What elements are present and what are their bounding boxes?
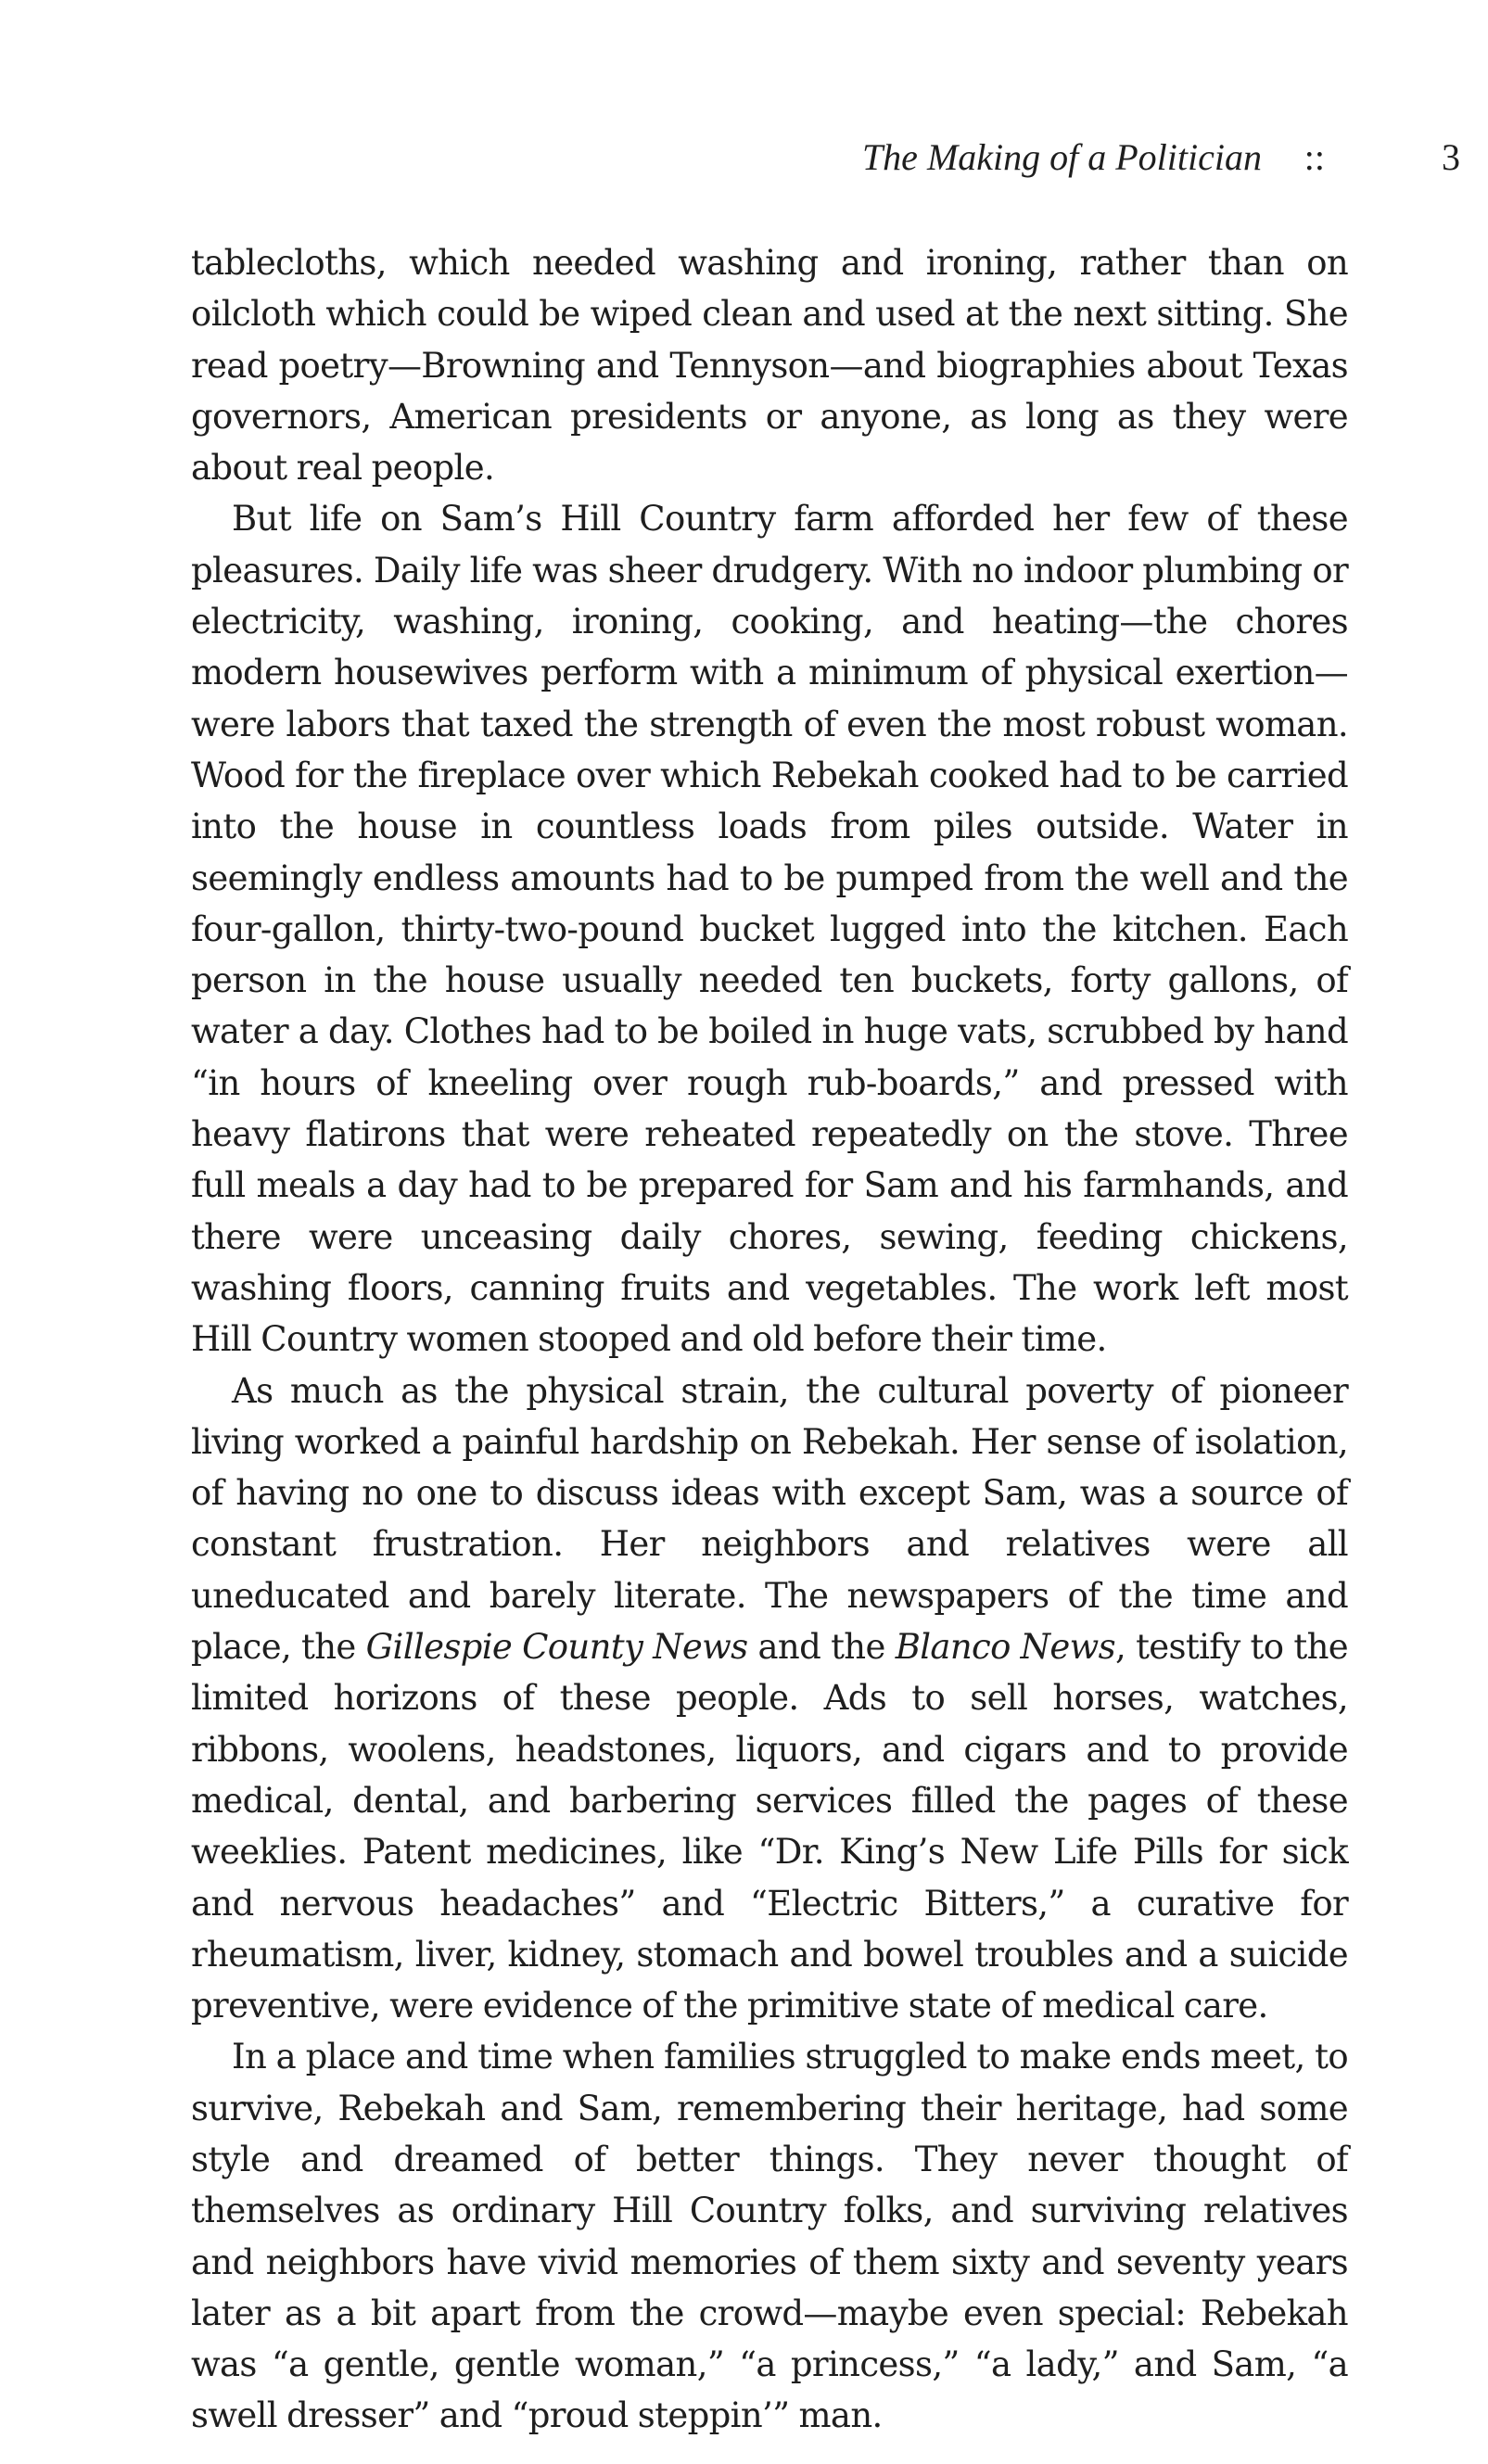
- paragraph-text-segment: , testify to the limited horizons of these people. Ads to sell horses, watches, ribbons, woolens, headstones, liquors, and cigars and to provide medical, dental, and barbering services filled the pages of these weeklies. Patent medicines, like “Dr. King’s New Life Pills for sick and nervous headaches” and “Electric Bitters,” a curative for rheumatism, liver, kidney, stomach and bowel troubles and a suicide preventive, were evidence of the primitive state of medical care.: [191, 1627, 1349, 2026]
- paragraph-text-segment: As much as the physical strain, the cultural poverty of pioneer living worked a painful hardship on Rebekah. Her sense of isolation, of having no one to discuss ideas with except Sam, was a source of constant frustration. Her neighbors and relatives were all uneducated and barely literate. The newspapers of the time and place, the: [191, 1370, 1348, 1668]
- newspaper-title-blanco: Blanco News: [895, 1627, 1116, 1668]
- page-number: 3: [1442, 136, 1460, 178]
- newspaper-title-gillespie: Gillespie County News: [365, 1627, 748, 1668]
- running-head: [190, 130, 1460, 185]
- paragraph-farm-drudgery: But life on Sam’s Hill Country farm afforded her few of these pleasures. Daily life was sheer drudgery. With no indoor plumbing or electricity, washing, ironing, cooking, and heating—the chores modern housewives perform with a minimum of physical exertion—were labors that taxed the strength of even the most robust woman. Wood for the fireplace over which Rebekah cooked had to be carried into the house in countless loads from piles outside. Water in seemingly endless amounts had to be pumped from the well and the four-gallon, thirty-two-pound bucket lugged into the kitchen. Each person in the house usually needed ten buckets, forty gallons, of water a day. Clothes had to be boiled in huge vats, scrubbed by hand “in hours of kneeling over rough rub-boards,” and pressed with heavy flatirons that were reheated repeatedly on the stove. Three full meals a day had to be prepared for Sam and his farmhands, and there were unceasing daily chores, sewing, feeding chickens, washing floors, canning fruits and vegetables. The work left most Hill Country women stooped and old before their time.: [191, 499, 1348, 1360]
- paragraph-continued: tablecloths, which needed washing and ironing, rather than on oilcloth which could be wiped clean and used at the next sitting. She read poetry—Browning and Tennyson—and biographies about Texas governors, American presidents or anyone, as long as they were about real people.: [191, 243, 1348, 489]
- paragraph-style-and-dreams: In a place and time when families struggled to make ends meet, to survive, Rebekah and Sam, remembering their heritage, had some style and dreamed of better things. They never thought of themselves as ordinary Hill Country folks, and surviving relatives and neighbors have vivid memories of them sixty and seventy years later as a bit apart from the crowd—maybe even special: Rebekah was “a gentle, gentle woman,” “a princess,” “a lady,” and Sam, “a swell dresser” and “proud steppin’” man.: [191, 2037, 1348, 2436]
- body-text: [191, 237, 1348, 2442]
- paragraph-text-segment: and the: [747, 1627, 896, 1668]
- paragraph-cultural-poverty: [191, 1365, 1348, 2032]
- running-head-title: The Making of a Politician: [861, 136, 1262, 178]
- running-head-separator: ::: [1304, 136, 1325, 178]
